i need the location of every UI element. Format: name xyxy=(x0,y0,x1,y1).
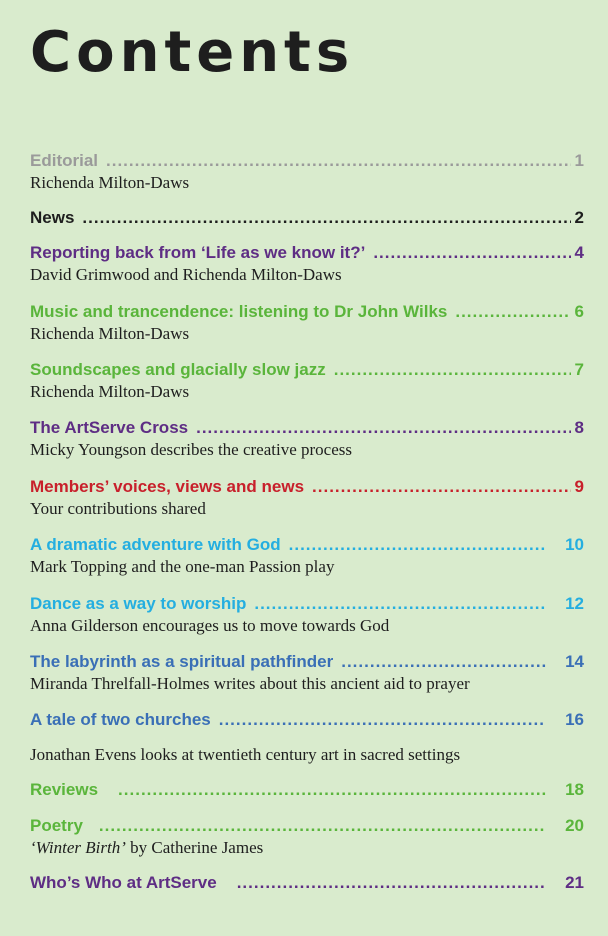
toc-entry-music[interactable] xyxy=(30,301,584,345)
toc-title: Soundscapes and glacially slow jazz xyxy=(30,360,326,379)
dot-leader xyxy=(118,779,546,801)
toc-subtitle: Mark Topping and the one-man Passion play xyxy=(30,557,335,576)
dot-leader xyxy=(312,476,571,498)
toc-title: Editorial xyxy=(30,151,99,170)
toc-page-number: 18 xyxy=(565,780,584,799)
toc-page-number: 16 xyxy=(565,710,584,729)
toc-subtitle: Richenda Milton-Daws xyxy=(30,382,190,401)
toc-subtitle: Jonathan Evens looks at twentieth century art in sacred settings xyxy=(30,745,461,764)
toc-heading-row xyxy=(30,779,584,801)
toc-entry-news[interactable] xyxy=(30,207,584,229)
toc-page-number: 20 xyxy=(565,816,584,835)
toc-title: Dance as a way to worship xyxy=(30,594,247,613)
toc-page-number: 14 xyxy=(565,652,584,671)
toc-title: News xyxy=(30,208,75,227)
toc-subtitle: David Grimwood and Richenda Milton-Daws xyxy=(30,265,342,284)
poem-title: ‘Winter Birth’ xyxy=(30,838,126,857)
dot-leader xyxy=(289,534,546,556)
toc-title: Reviews xyxy=(30,780,99,799)
toc-subtitle: Anna Gilderson encourages us to move towards God xyxy=(30,616,390,635)
toc-heading-row xyxy=(30,815,584,837)
toc-heading-row xyxy=(30,417,584,439)
toc-title: Reporting back from ‘Life as we know it?’ xyxy=(30,243,366,262)
toc-title: A tale of two churches xyxy=(30,710,211,729)
toc-heading-row xyxy=(30,709,584,731)
dot-leader xyxy=(99,815,546,837)
dot-leader xyxy=(334,359,571,381)
toc-subtitle: Richenda Milton-Daws xyxy=(30,173,190,192)
toc-title: The labyrinth as a spiritual pathfinder xyxy=(30,652,334,671)
toc-heading-row xyxy=(30,150,584,172)
toc-title: Music and trancendence: listening to Dr John Wilks xyxy=(30,302,448,321)
toc-page-number: 12 xyxy=(565,594,584,613)
toc-entry-dance[interactable] xyxy=(30,593,584,637)
toc-page-number: 9 xyxy=(574,477,584,496)
toc-entry-members-voices[interactable] xyxy=(30,476,584,520)
toc-page-number: 1 xyxy=(574,151,584,170)
toc-entry-dramatic-adventure[interactable] xyxy=(30,534,584,578)
toc-entry-poetry[interactable] xyxy=(30,815,584,859)
toc-page-number: 2 xyxy=(574,208,584,227)
toc-subtitle xyxy=(30,837,584,859)
toc-heading-row xyxy=(30,651,584,673)
toc-page-number: 7 xyxy=(574,360,584,379)
toc-entry-reviews[interactable] xyxy=(30,779,584,801)
toc-subtitle: Your contributions shared xyxy=(30,499,206,518)
dot-leader xyxy=(254,593,546,615)
dot-leader xyxy=(455,301,570,323)
toc-title: A dramatic adventure with God xyxy=(30,535,281,554)
toc-entry-editorial[interactable] xyxy=(30,150,584,194)
toc-page-number: 4 xyxy=(574,243,584,262)
toc-heading-row xyxy=(30,207,584,229)
toc-entry-reporting-back[interactable] xyxy=(30,242,584,286)
page-title: Contents xyxy=(30,20,355,85)
toc-heading-row xyxy=(30,534,584,556)
dot-leader xyxy=(341,651,546,673)
toc-title: Poetry xyxy=(30,816,83,835)
toc-subtitle: Richenda Milton-Daws xyxy=(30,324,190,343)
dot-leader xyxy=(106,150,571,172)
toc-heading-row xyxy=(30,593,584,615)
toc-entry-two-churches[interactable] xyxy=(30,709,584,766)
dot-leader xyxy=(237,872,546,894)
dot-leader xyxy=(196,417,570,439)
toc-subtitle: Micky Youngson describes the creative process xyxy=(30,440,352,459)
dot-leader xyxy=(219,709,546,731)
toc-page-number: 21 xyxy=(565,873,584,892)
toc-page-number: 8 xyxy=(574,418,584,437)
toc-entry-whos-who[interactable] xyxy=(30,872,584,894)
toc-heading-row xyxy=(30,872,584,894)
poem-author: by Catherine James xyxy=(125,838,264,857)
toc-page-number: 10 xyxy=(565,535,584,554)
toc-heading-row xyxy=(30,476,584,498)
toc-entry-artserve-cross[interactable] xyxy=(30,417,584,461)
toc-heading-row xyxy=(30,242,584,264)
dot-leader xyxy=(373,242,570,264)
toc-subtitle: Miranda Threlfall-Holmes writes about this ancient aid to prayer xyxy=(30,674,470,693)
dot-leader xyxy=(82,207,570,229)
toc-title: Members’ voices, views and news xyxy=(30,477,305,496)
toc-page-number: 6 xyxy=(574,302,584,321)
toc-heading-row xyxy=(30,359,584,381)
toc-heading-row xyxy=(30,301,584,323)
toc-entry-labyrinth[interactable] xyxy=(30,651,584,695)
toc-entry-soundscapes[interactable] xyxy=(30,359,584,403)
toc-title: Who’s Who at ArtServe xyxy=(30,873,217,892)
toc-title: The ArtServe Cross xyxy=(30,418,189,437)
